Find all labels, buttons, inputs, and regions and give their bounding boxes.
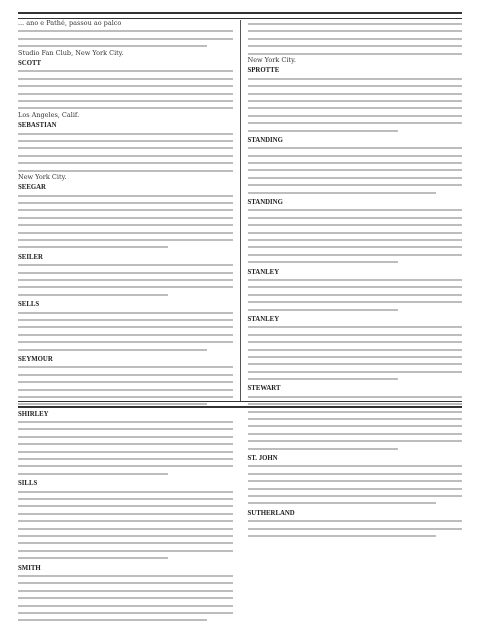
headword-sprotte: SPROTTE	[247, 67, 280, 75]
headword-stanley1: STANLEY	[247, 268, 280, 276]
illegible-text-line	[18, 425, 233, 432]
illegible-text-line	[18, 448, 233, 455]
illegible-text-line	[18, 346, 233, 353]
illegible-text-line	[248, 229, 463, 236]
illegible-text-line	[248, 437, 463, 444]
illegible-text-line	[248, 338, 463, 345]
illegible-text-line	[18, 283, 233, 290]
entry-sutherland	[248, 510, 463, 540]
illegible-text-line	[248, 276, 463, 283]
illegible-text-line	[248, 291, 463, 298]
entry-sprotte	[248, 67, 463, 134]
illegible-text-line	[18, 309, 233, 316]
columns-container	[18, 19, 462, 572]
entry-stewart	[248, 385, 463, 452]
illegible-text-line	[248, 462, 463, 469]
illegible-text-line	[248, 375, 463, 382]
illegible-text-line	[248, 82, 463, 89]
entry-sills	[18, 480, 233, 561]
legible-text: Los Angeles, Calif.	[18, 110, 80, 119]
illegible-text-line	[248, 485, 463, 492]
headword-sebastian: SEBASTIAN	[18, 122, 57, 130]
entry-stanley1	[248, 269, 463, 313]
illegible-text-line	[18, 378, 233, 385]
illegible-text-line	[18, 594, 233, 601]
illegible-text-line	[248, 144, 463, 151]
illegible-text-line	[248, 492, 463, 499]
illegible-text-line	[248, 221, 463, 228]
illegible-text-line	[18, 316, 233, 323]
legible-text: New York City.	[18, 172, 67, 181]
illegible-text-line	[18, 276, 233, 283]
legible-text: Studio Fan Club, New York City.	[18, 48, 124, 57]
illegible-text-line	[18, 90, 233, 97]
entry-sells	[18, 301, 233, 353]
headword-seymour: SEYMOUR	[18, 355, 53, 363]
illegible-text-line	[18, 192, 233, 199]
illegible-text-line	[248, 20, 463, 27]
entry-seymour	[18, 356, 233, 408]
illegible-text-line	[18, 462, 233, 469]
illegible-text-line	[18, 616, 233, 623]
headword-smith: SMITH	[18, 564, 41, 572]
illegible-text-line	[248, 283, 463, 290]
illegible-text-line	[18, 502, 233, 509]
illegible-text-line	[18, 470, 233, 477]
illegible-text-line	[18, 525, 233, 532]
legible-text: ... ano e Pathé, passou ao palco	[18, 19, 122, 27]
illegible-text-line	[18, 144, 233, 151]
illegible-text-line	[248, 112, 463, 119]
illegible-text-line	[248, 75, 463, 82]
illegible-text-line	[248, 353, 463, 360]
illegible-text-line	[18, 35, 233, 42]
illegible-text-line	[18, 199, 233, 206]
illegible-text-line	[248, 166, 463, 173]
illegible-text-line	[18, 27, 233, 34]
illegible-text-line	[248, 251, 463, 258]
illegible-text-line	[248, 499, 463, 506]
illegible-text-line	[18, 609, 233, 616]
illegible-text-line	[248, 243, 463, 250]
illegible-text-line	[18, 418, 233, 425]
illegible-text-line	[18, 363, 233, 370]
illegible-text-line	[248, 477, 463, 484]
headword-shirley: SHIRLEY	[18, 410, 49, 418]
left-column	[18, 19, 233, 572]
illegible-text-line	[18, 554, 233, 561]
illegible-text-line	[18, 130, 233, 137]
illegible-text-line	[248, 206, 463, 213]
column-divider	[240, 20, 241, 402]
illegible-text-line	[18, 572, 233, 579]
headword-seegar: SEEGAR	[18, 184, 46, 192]
illegible-text-line	[18, 291, 233, 298]
top-border-rule	[18, 12, 462, 19]
illegible-text-line	[18, 433, 233, 440]
illegible-text-line	[18, 261, 233, 268]
illegible-text-line	[18, 331, 233, 338]
illegible-text-line	[18, 152, 233, 159]
illegible-text-line	[18, 243, 233, 250]
entry-sebastian	[18, 122, 233, 181]
headword-sutherland: SUTHERLAND	[247, 509, 295, 517]
entry-cont-top	[18, 20, 233, 57]
illegible-text-line	[248, 393, 463, 400]
illegible-text-line	[18, 440, 233, 447]
illegible-text-line	[18, 547, 233, 554]
illegible-text-line	[18, 393, 233, 400]
illegible-text-line	[18, 338, 233, 345]
illegible-text-line	[18, 229, 233, 236]
entry-smith	[18, 565, 233, 624]
illegible-text-line	[248, 127, 463, 134]
illegible-text-line	[18, 455, 233, 462]
illegible-text-line	[248, 35, 463, 42]
illegible-text-line	[248, 323, 463, 330]
illegible-text-line	[18, 539, 233, 546]
illegible-text-line	[248, 422, 463, 429]
illegible-text-line	[18, 97, 233, 104]
illegible-text-line	[248, 415, 463, 422]
illegible-text-line	[248, 97, 463, 104]
illegible-text-line	[248, 174, 463, 181]
entry-stanley2	[248, 316, 463, 383]
illegible-text-line	[18, 75, 233, 82]
illegible-text-line	[18, 42, 233, 49]
illegible-text-line	[248, 517, 463, 524]
entry-standing1	[248, 137, 463, 196]
illegible-text-line	[18, 517, 233, 524]
illegible-text-line	[248, 181, 463, 188]
illegible-text-line	[18, 236, 233, 243]
illegible-text-line	[248, 258, 463, 265]
illegible-text-line	[248, 306, 463, 313]
headword-stewart: STEWART	[247, 385, 281, 393]
illegible-text-line	[248, 159, 463, 166]
illegible-text-line	[248, 408, 463, 415]
illegible-text-line	[18, 602, 233, 609]
entry-standing2	[248, 199, 463, 266]
entry-shirley	[18, 411, 233, 478]
illegible-text-line	[18, 510, 233, 517]
illegible-text-line	[248, 346, 463, 353]
illegible-text-line	[248, 214, 463, 221]
headword-sells: SELLS	[18, 301, 40, 309]
illegible-text-line	[18, 214, 233, 221]
legible-text: New York City.	[247, 55, 296, 64]
entry-seiler	[18, 254, 233, 298]
entry-cont-top-r	[248, 20, 463, 64]
right-column	[247, 20, 463, 517]
illegible-text-line	[18, 269, 233, 276]
bottom-border-rule	[18, 401, 462, 408]
illegible-text-line	[18, 167, 233, 174]
illegible-text-line	[18, 488, 233, 495]
illegible-text-line	[18, 206, 233, 213]
illegible-text-line	[248, 331, 463, 338]
entry-stjohn	[248, 455, 463, 507]
illegible-text-line	[18, 323, 233, 330]
illegible-text-line	[248, 119, 463, 126]
illegible-text-line	[18, 82, 233, 89]
illegible-text-line	[18, 386, 233, 393]
entry-scott	[18, 60, 233, 119]
illegible-text-line	[18, 159, 233, 166]
illegible-text-line	[18, 221, 233, 228]
entry-seegar	[18, 184, 233, 251]
illegible-text-line	[248, 152, 463, 159]
illegible-text-line	[248, 532, 463, 539]
illegible-text-line	[248, 236, 463, 243]
illegible-text-line	[248, 104, 463, 111]
headword-stjohn: ST. JOHN	[247, 454, 278, 462]
illegible-text-line	[248, 90, 463, 97]
illegible-text-line	[248, 189, 463, 196]
illegible-text-line	[248, 298, 463, 305]
illegible-text-line	[248, 470, 463, 477]
illegible-text-line	[18, 137, 233, 144]
illegible-text-line	[248, 50, 463, 57]
illegible-text-line	[18, 67, 233, 74]
illegible-text-line	[248, 42, 463, 49]
illegible-text-line	[18, 495, 233, 502]
illegible-text-line	[18, 579, 233, 586]
headword-sills: SILLS	[18, 480, 38, 488]
illegible-text-line	[18, 104, 233, 111]
headword-standing2: STANDING	[247, 199, 283, 207]
headword-stanley2: STANLEY	[247, 315, 280, 323]
illegible-text-line	[248, 360, 463, 367]
illegible-text-line	[248, 368, 463, 375]
headword-seiler: SEILER	[18, 253, 43, 261]
illegible-text-line	[248, 445, 463, 452]
illegible-text-line	[248, 27, 463, 34]
illegible-text-line	[18, 371, 233, 378]
illegible-text-line	[248, 525, 463, 532]
illegible-text-line	[18, 587, 233, 594]
illegible-text-line	[248, 430, 463, 437]
headword-scott: SCOTT	[18, 59, 42, 67]
headword-standing1: STANDING	[247, 136, 283, 144]
illegible-text-line	[18, 532, 233, 539]
